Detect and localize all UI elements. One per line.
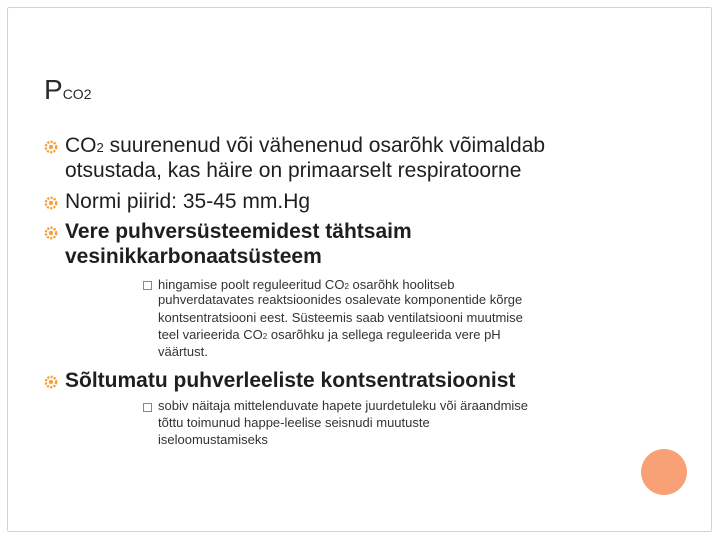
title-main: P (44, 74, 63, 105)
bullet-1-line-1: CO2 suurenenud või vähenenud osarõhk võimaldab (65, 134, 546, 157)
slide-border (7, 7, 712, 532)
sub-bullet-3-line-2: puhverdatavates reaktsioonides osalevate komponentide kõrge (158, 292, 523, 307)
sub-bullet-3-line-1: hingamise poolt reguleeritud CO2 osarõhk hoolitseb (158, 277, 455, 292)
sub-bullet-3-line-5: väärtust. (158, 344, 208, 359)
gear-bullet-icon (44, 375, 58, 389)
bullet-3-line-2: vesinikkarbonaatsüsteem (65, 245, 322, 268)
sub-bullet-4-line-3: iseloomustamiseks (158, 432, 268, 447)
sub-bullet-3-line-3: kontsentratsiooni eest. Süsteemis saab ventilatsiooni muutmise (158, 310, 523, 325)
gear-bullet-icon (44, 140, 58, 154)
bullet-2-line-1: Normi piirid: 35-45 mm.Hg (65, 190, 311, 213)
square-bullet-icon (143, 281, 152, 290)
gear-bullet-icon (44, 196, 58, 210)
title-subscript: CO2 (62, 86, 92, 102)
decorative-circle (641, 449, 687, 495)
bullet-3-line-1: Vere puhversüsteemidest tähtsaim (65, 220, 412, 243)
sub-bullet-4-line-1: sobiv näitaja mittelenduvate hapete juurdetuleku või äraandmise (158, 398, 529, 413)
sub-bullet-4-line-2: tõttu toimunud happe-leelise seisnudi muutuste (158, 415, 430, 430)
slide-title (44, 74, 91, 106)
sub-bullet-3-line-4: teel varieerida CO2 osarõhku ja sellega reguleerida vere pH (158, 327, 501, 342)
square-bullet-icon (143, 403, 152, 412)
bullet-1-line-2: otsustada, kas häire on primaarselt respiratoorne (65, 159, 522, 182)
gear-bullet-icon (44, 226, 58, 240)
bullet-4-line-1: Sõltumatu puhverleeliste kontsentratsioonist (65, 369, 516, 392)
